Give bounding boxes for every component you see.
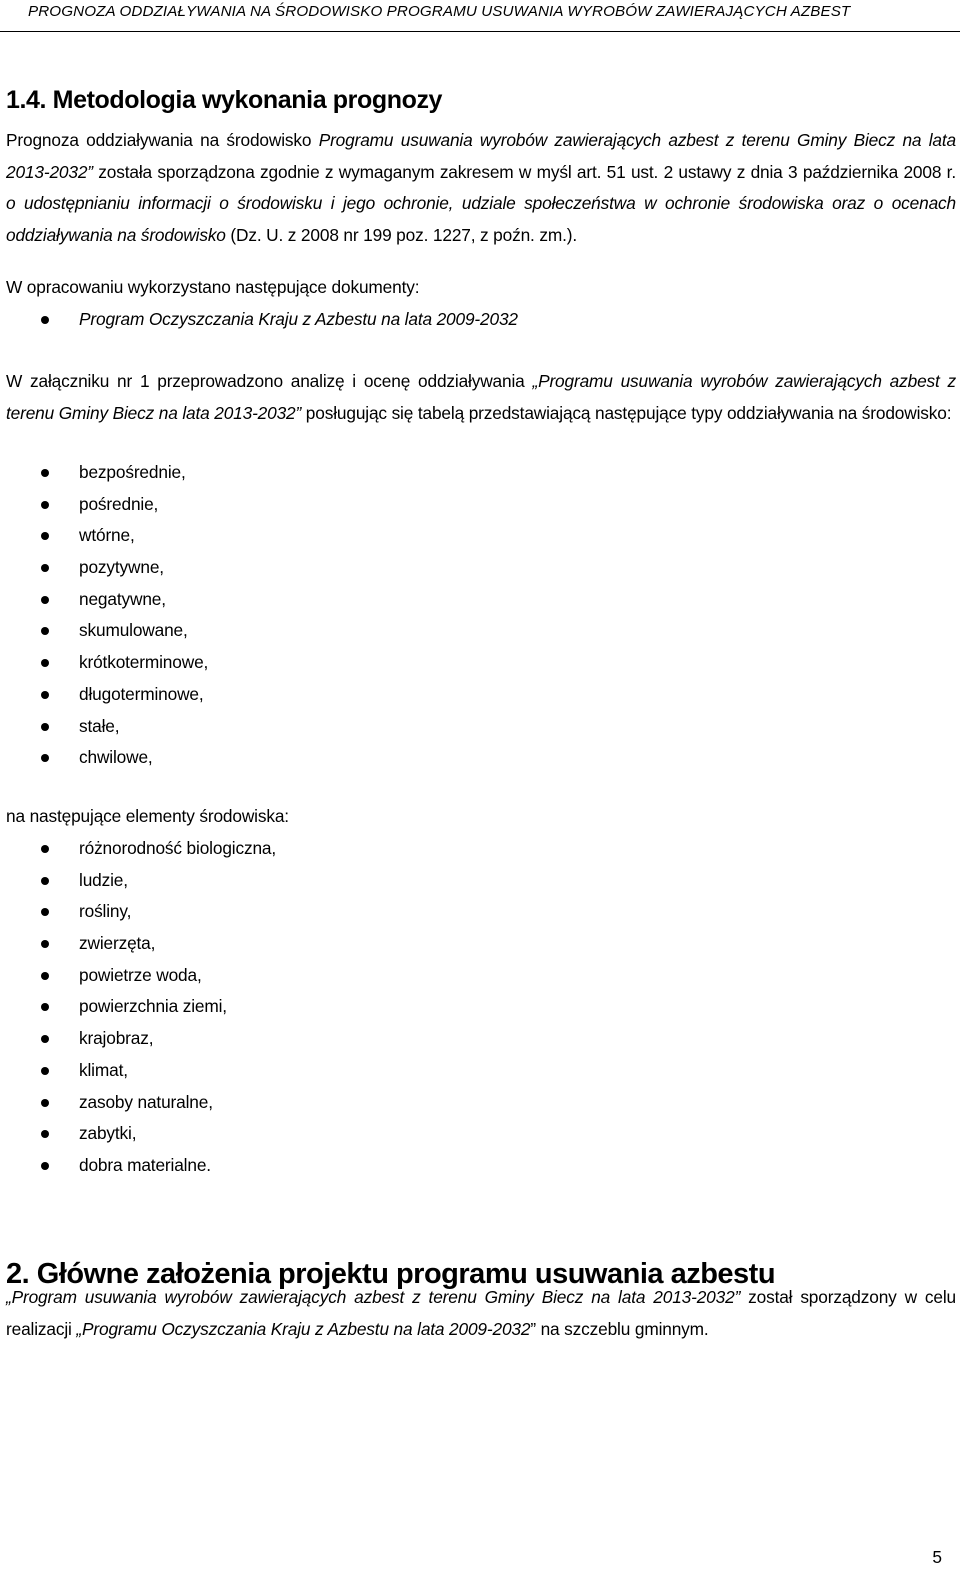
header-rule — [0, 31, 960, 32]
impact-types-list — [0, 457, 208, 774]
section-heading-2: 2. Główne założenia projektu programu usuwania azbestu — [6, 1258, 776, 1290]
list-item — [0, 928, 276, 960]
list-item-text: długoterminowe, — [79, 683, 204, 704]
list-item-text: pośrednie, — [79, 493, 159, 514]
bullet-icon — [41, 723, 49, 731]
list-item — [0, 1023, 276, 1055]
bullet-icon — [41, 469, 49, 477]
environment-elements-list — [0, 833, 276, 1182]
list-item — [0, 833, 276, 865]
list-item-text: rośliny, — [79, 901, 132, 922]
national-program-title-italic: „Programu Oczyszczania Kraju z Azbestu na lata 2009-2032 — [76, 1318, 531, 1339]
bullet-icon — [41, 532, 49, 540]
list-item-text: Program Oczyszczania Kraju z Azbestu na lata 2009-2032 — [79, 309, 518, 329]
running-header: PROGNOZA ODDZIAŁYWANIA NA ŚRODOWISKO PROGRAMU USUWANIA WYROBÓW ZAWIERAJĄCYCH AZBEST — [28, 3, 851, 20]
bullet-icon — [41, 754, 49, 762]
page-number: 5 — [932, 1547, 942, 1567]
bullet-icon — [41, 908, 49, 916]
list-item-text: powietrze woda, — [79, 964, 202, 985]
methodology-text-2: została sporządzona zgodnie z wymaganym zakresem w myśl art. 51 ust. 2 ustawy z dnia 3 października 2008 r. — [92, 161, 956, 182]
list-item — [0, 1150, 276, 1182]
list-item — [0, 896, 276, 928]
list-item — [0, 520, 208, 552]
bullet-icon — [41, 845, 49, 853]
methodology-text-3: (Dz. U. z 2008 nr 199 poz. 1227, z poźn. zm.). — [225, 224, 578, 245]
list-item-text: zasoby naturalne, — [79, 1091, 213, 1112]
list-item-text: ludzie, — [79, 869, 128, 890]
bullet-icon — [41, 596, 49, 604]
list-item — [0, 742, 208, 774]
list-item-text: krótkoterminowe, — [79, 652, 209, 673]
list-item-text: stałe, — [79, 715, 120, 736]
list-item — [0, 615, 208, 647]
list-item — [0, 552, 208, 584]
list-item-text: bezpośrednie, — [79, 462, 186, 482]
documents-list — [0, 304, 518, 336]
list-item — [0, 647, 208, 679]
bullet-icon — [41, 972, 49, 980]
list-item — [0, 991, 276, 1023]
bullet-icon — [41, 1035, 49, 1043]
list-item-text: chwilowe, — [79, 747, 153, 768]
bullet-icon — [41, 1067, 49, 1075]
list-item-text: skumulowane, — [79, 620, 188, 641]
annex-paragraph — [6, 366, 956, 429]
list-item-text: zwierzęta, — [79, 933, 156, 954]
list-item-text: dobra materialne. — [79, 1154, 211, 1175]
list-item-text: powierzchnia ziemi, — [79, 996, 227, 1017]
list-item-text: zabytki, — [79, 1123, 137, 1144]
program-title-italic-2: „Program usuwania wyrobów zawierających azbest z terenu Gminy Biecz na lata 2013-2032” — [6, 1287, 741, 1307]
bullet-icon — [41, 659, 49, 667]
assumptions-text-1: został sporządzony w celu realizacji — [6, 1287, 956, 1339]
bullet-icon — [41, 1003, 49, 1011]
act-title-italic: o udostępnianiu informacji o środowisku i jego ochronie, udziale społeczeństwa w ochronie środowiska oraz o ocenach oddziaływania na środowisko — [6, 193, 956, 245]
bullet-icon — [41, 940, 49, 948]
list-item — [0, 679, 208, 711]
bullet-icon — [41, 627, 49, 635]
bullet-icon — [41, 564, 49, 572]
list-item-text: wtórne, — [79, 525, 135, 546]
list-item-text: różnorodność biologiczna, — [79, 838, 277, 858]
list-item — [0, 304, 518, 336]
assumptions-text-2: ” na szczeblu gminnym. — [530, 1318, 709, 1339]
elements-intro: na następujące elementy środowiska: — [6, 806, 289, 826]
list-item — [0, 1118, 276, 1150]
annex-program-title-italic: „Programu usuwania wyrobów zawierających azbest z terenu Gminy Biecz na lata 2013-2032” — [6, 371, 957, 423]
list-item-text: negatywne, — [79, 588, 166, 609]
list-item — [0, 457, 208, 489]
bullet-icon — [41, 1130, 49, 1138]
list-item — [0, 584, 208, 616]
list-item-text: krajobraz, — [79, 1028, 154, 1049]
methodology-paragraph — [6, 125, 956, 251]
list-item — [0, 489, 208, 521]
bullet-icon — [41, 877, 49, 885]
list-item — [0, 1055, 276, 1087]
bullet-icon — [41, 316, 49, 324]
list-item — [0, 1087, 276, 1119]
list-item — [0, 711, 208, 743]
bullet-icon — [41, 501, 49, 509]
list-item — [0, 960, 276, 992]
annex-text-2: posługując się tabelą przedstawiającą następujące typy oddziaływania na środowisko: — [301, 402, 952, 423]
methodology-text-1: Prognoza oddziaływania na środowisko — [6, 130, 319, 150]
bullet-icon — [41, 691, 49, 699]
list-item-text: pozytywne, — [79, 557, 164, 578]
list-item — [0, 865, 276, 897]
program-title-italic: Programu usuwania wyrobów zawierających azbest z terenu Gminy Biecz na lata 2013-2032” — [6, 130, 957, 182]
section-heading-1-4: 1.4. Metodologia wykonania prognozy — [6, 86, 443, 114]
bullet-icon — [41, 1099, 49, 1107]
documents-intro: W opracowaniu wykorzystano następujące dokumenty: — [6, 277, 420, 297]
program-assumptions-paragraph — [6, 1282, 956, 1345]
bullet-icon — [41, 1162, 49, 1170]
annex-text-1: W załączniku nr 1 przeprowadzono analizę i ocenę oddziaływania — [6, 371, 533, 391]
list-item-text: klimat, — [79, 1059, 128, 1080]
